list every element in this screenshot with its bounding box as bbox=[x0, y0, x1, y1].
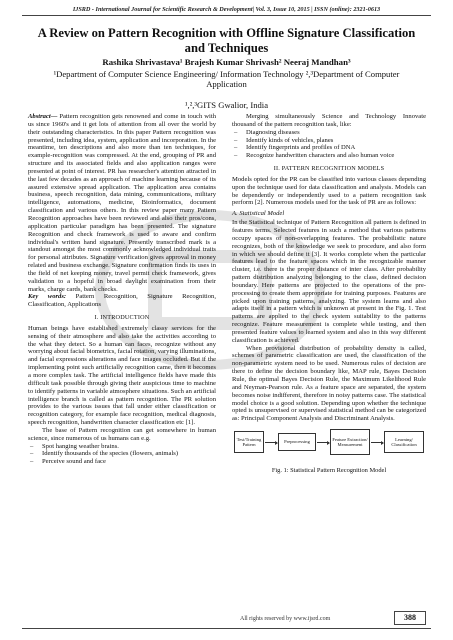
section-heading-introduction: I. INTRODUCTION bbox=[94, 314, 150, 322]
list-item: – Recognize handwritten characters and also human voice bbox=[232, 152, 426, 160]
list-item: – Spot hanging weather brains. bbox=[28, 443, 216, 451]
figure-box-test-training: Test/Training Pattern bbox=[234, 431, 264, 453]
figure-1-diagram bbox=[232, 427, 426, 465]
list-item: – Perceive sound and face bbox=[28, 458, 216, 466]
figure-box-feature-extraction: Feature Extraction/ Measurement bbox=[330, 429, 370, 455]
affiliation-line-1: ¹Department of Computer Science Engineering/ Information Technology ²,³Department of Computer bbox=[53, 69, 400, 79]
figure-caption: Fig. 1: Statistical Pattern Recognition Model bbox=[271, 467, 387, 475]
section-heading-models: II. PATTERN RECOGNITION MODELS bbox=[273, 165, 385, 173]
intro-paragraph-2: The base of Pattern recognition can get somewhere in human science, since numerous of us humans can e.g. bbox=[28, 426, 216, 442]
left-bullet-list bbox=[28, 443, 216, 467]
paper-title bbox=[30, 26, 423, 55]
figure-box-preprocessing: Preprocessing bbox=[278, 433, 316, 451]
figure-arrow bbox=[317, 442, 329, 443]
right-column bbox=[232, 113, 426, 475]
abstract-label: Abstract— bbox=[28, 113, 58, 120]
abstract bbox=[28, 113, 216, 293]
footer-rights: All rights reserved by www.ijsrd.com bbox=[240, 616, 331, 622]
title-line-2: and Techniques bbox=[184, 40, 269, 55]
list-item: – Identify fingerprints and profiles of DNA bbox=[232, 144, 426, 152]
affiliation bbox=[20, 69, 433, 89]
subsection-heading-statistical: A. Statistical Model bbox=[232, 210, 285, 218]
affiliation-institute: ¹,²,³GITS Gwalior, India bbox=[184, 100, 269, 110]
keywords-text: Pattern Recognition, Signature Recognition, Classification, Applications bbox=[28, 293, 216, 309]
journal-header: IJSRD - International Journal for Scientific Research & Development| Vol. 3, Issue 10, 2015 | ISSN (online): 2321-0613 bbox=[72, 6, 381, 13]
header-rule bbox=[22, 15, 431, 16]
list-item: – Diagnosing diseases bbox=[232, 129, 426, 137]
intro-paragraph-1: Human beings have established extremely classy services for the sensing of their atmosphere and also take the activities according to the what they detect. So a human can faces, recognize without any worrying about facial biometrics, facial rotation, varying illuminations, and facial expressions alterations and face images occluded. But if the implementing point such artificially recognition came, then it becomes a more complex task. The artificial intelligence fields have made this difficult task possible through giving their auspicious time to machine to identify patterns in variable atmosphere situations. Such an artificial intelligence branch is called as pattern recognition. The PR solution provides to the various issues that fall under either classification or recognition category, for example face recognition, medical diagnosis, speech recognition, handwritten character classification etc [1]. bbox=[28, 324, 216, 427]
figure-box-learning-classification: Learning/ Classification bbox=[384, 431, 424, 453]
affiliation-line-2: Application bbox=[206, 79, 247, 89]
authors: Rashika Shrivastava¹ Brajesh Kumar Shrivash² Neeraj Mandhan³ bbox=[102, 57, 351, 67]
right-bullet-list bbox=[232, 129, 426, 160]
figure-arrow bbox=[265, 442, 277, 443]
statistical-paragraph-2: When provisional distribution of probability density is called, schemes of parametric classification are used, the classification of the non-parametric system need to be used. Numerous rules of decision are there to define the decision boundary like, MAP rule, Bayes Decision Rule, the optimal Bayes Decision Rule, the Maximum Likelihood Rule and Neyman-Pearson rule. As a feature space are separated, the system becomes noise indifferent, therefore in noisy patterns case. The statistical model choice is a good solution. Depending upon whether the technique opted is unsupervised or supervised statistical method can be categorized as: Principal Component Analysis and Discriminant Analysis. bbox=[232, 344, 426, 423]
keywords bbox=[28, 293, 216, 309]
keywords-label: Key words: bbox=[28, 293, 67, 301]
statistical-paragraph-1: In the Statistical technique of Pattern Recognition all pattern is defined in features terms. Selected features in such a method that various patterns occupy spaces of non-overlapping features. The probabilistic nature recognizes, both of the knowledge we seek to procedure, and also form in which we should define it [3]. It works complete when the particular features lead to the feature spaces which in the recognizable manner cluster, i.e. there is the proper distance of inter class. After probability pattern distribution analyzing belonging to the class, defined decision boundary. Here patterns are projected to the operations of the pre-processing to create them appropriate for training purposes. Features are picked upon training patterns, analyzing. The system learns and also adapts itself in a pattern which is unknown at present in the Fig. 1. Test patterns are applied to the check system suitability to the patterns recognize. Feature measurement is complete while testing, and then presented feature values to learned system and also in this way different classification is achieved. bbox=[232, 219, 426, 344]
left-column bbox=[28, 113, 216, 466]
models-paragraph-1: Models opted for the PR can be classified into various classes depending upon the technique used for data classification and analysis. Models can be dependently or independently used to a pattern recognition task perform [2]. Numerous models used for the task of PR are as follows: bbox=[232, 175, 426, 207]
list-item: – Identify thousands of the species (flowers, animals) bbox=[28, 450, 216, 458]
list-item: – Identify kinds of vehicles, planes bbox=[232, 137, 426, 145]
title-line-1: A Review on Pattern Recognition with Offline Signature Classification bbox=[37, 26, 416, 40]
intro-paragraph-3: Merging simultaneously Science and Technology Innovate thousand of the pattern recognition task, like: bbox=[232, 113, 426, 128]
page-number: 388 bbox=[394, 611, 426, 625]
abstract-text: Pattern recognition gets renowned and come in touch with us since 1960's and it get lots of attention from all over the world by their outstanding characteristics. In this paper Pattern recognition was presented, including idea, system, application and incorporation. In the meantime, ten descriptions and also more than ten techniques, for example-recognition was compressed. At the end, grouping of PR and structure and its associated fields and also application ranges were presented at point of interest. PR has researcher's attention attracted in the last few decades as an approach of machine learning because of its assured extensive spread application. The application area contains business, speech recognition, data mining, communications, military intelligence, automations, medicine, Bioinformatics, document classification and various others. In this review paper many Pattern Recognition approaches have been reviewed and also their pros/cons, application particular paradigm has been presented. The signature Recognition and check framework is used to aware and confirm individual's written hand signature. Presently transcribed mark is a standout amongst the most commonly acknowledged individual traits for personal attributes. Signature verification gives approval in money related and business exchange. Signature confirmation finds its uses in the field of net keeping money, travel permit check framework, gives validation to a hopeful in broad daylight examination from their marks, charge cards, bank checks. bbox=[28, 113, 216, 293]
footer-rule bbox=[22, 628, 431, 629]
figure-arrow bbox=[371, 442, 383, 443]
